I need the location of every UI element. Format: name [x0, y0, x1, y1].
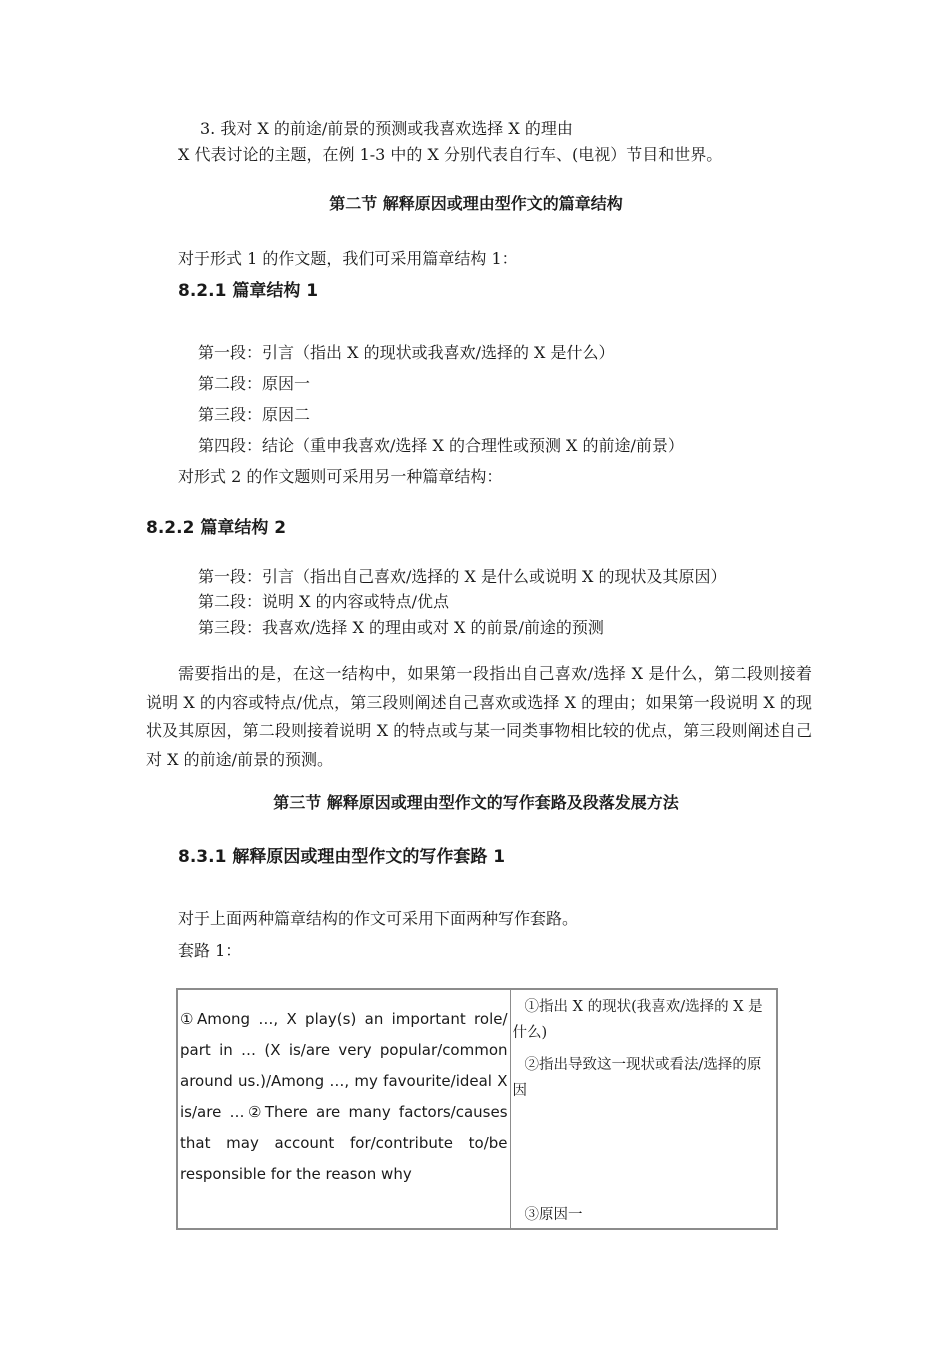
structure-1-line: 第一段：引言（指出 X 的现状或我喜欢/选择的 X 是什么） — [198, 343, 615, 362]
form2-intro: 对形式 2 的作文题则可采用另一种篇章结构： — [178, 467, 503, 486]
structure-2-line: 第二段：说明 X 的内容或特点/优点 — [198, 592, 449, 611]
note-2: ②指出导致这一现状或看法/选择的原因 — [512, 1057, 762, 1099]
english-template-text: ①Among …, X play(s) an important role/ part in … (X is/are very popular/common around us.)/Among …, my favourite/ideal X is/are …②There are many factors/causes that may account for/contribute to/be responsible for the reason why — [180, 1010, 508, 1183]
routine-table — [176, 988, 778, 1230]
structure-2-line: 第三段：我喜欢/选择 X 的理由或对 X 的前景/前途的预测 — [198, 618, 604, 637]
chinese-cell — [510, 989, 777, 1229]
section-2-title: 第二节 解释原因或理由型作文的篇章结构 — [329, 194, 623, 213]
structure-1-line: 第四段：结论（重申我喜欢/选择 X 的合理性或预测 X 的前途/前景） — [198, 436, 684, 455]
structure-1-heading: 8.2.1 篇章结构 1 — [178, 281, 319, 301]
section-3-title: 第三节 解释原因或理由型作文的写作套路及段落发展方法 — [273, 793, 679, 812]
structure-1-line: 第二段：原因一 — [198, 374, 311, 393]
table-row — [177, 989, 777, 1229]
chinese-notes — [511, 990, 776, 1104]
note-3: ③原因一 — [524, 1207, 583, 1223]
routine-1-label: 套路 1： — [178, 941, 242, 960]
topic-note: X 代表讨论的主题，在例 1-3 中的 X 分别代表自行车、(电视）节目和世界。 — [178, 145, 723, 164]
structure-1-line: 第三段：原因二 — [198, 405, 311, 424]
note-1: ①指出 X 的现状(我喜欢/选择的 X 是什么) — [512, 999, 763, 1041]
item-3: 3. 我对 X 的前途/前景的预测或我喜欢选择 X 的理由 — [200, 119, 573, 138]
form1-intro: 对于形式 1 的作文题，我们可采用篇章结构 1： — [178, 249, 518, 268]
english-cell — [177, 989, 510, 1229]
routine-intro: 对于上面两种篇章结构的作文可采用下面两种写作套路。 — [178, 909, 579, 928]
explanation-paragraph: 需要指出的是，在这一结构中，如果第一段指出自己喜欢/选择 X 是什么，第二段则接着说明 X 的内容或特点/优点，第三段则阐述自己喜欢或选择 X 的理由；如果第一段说明 X 的现状及其原因，第二段则接着说明 X 的特点或与某一同类事物相比较的优点，第三段则阐述自己对 X 的前途/前景的预测。 — [146, 664, 812, 769]
structure-2-line: 第一段：引言（指出自己喜欢/选择的 X 是什么或说明 X 的现状及其原因） — [198, 567, 727, 586]
structure-2-heading: 8.2.2 篇章结构 2 — [146, 518, 287, 538]
routine-1-heading: 8.3.1 解释原因或理由型作文的写作套路 1 — [178, 847, 506, 867]
